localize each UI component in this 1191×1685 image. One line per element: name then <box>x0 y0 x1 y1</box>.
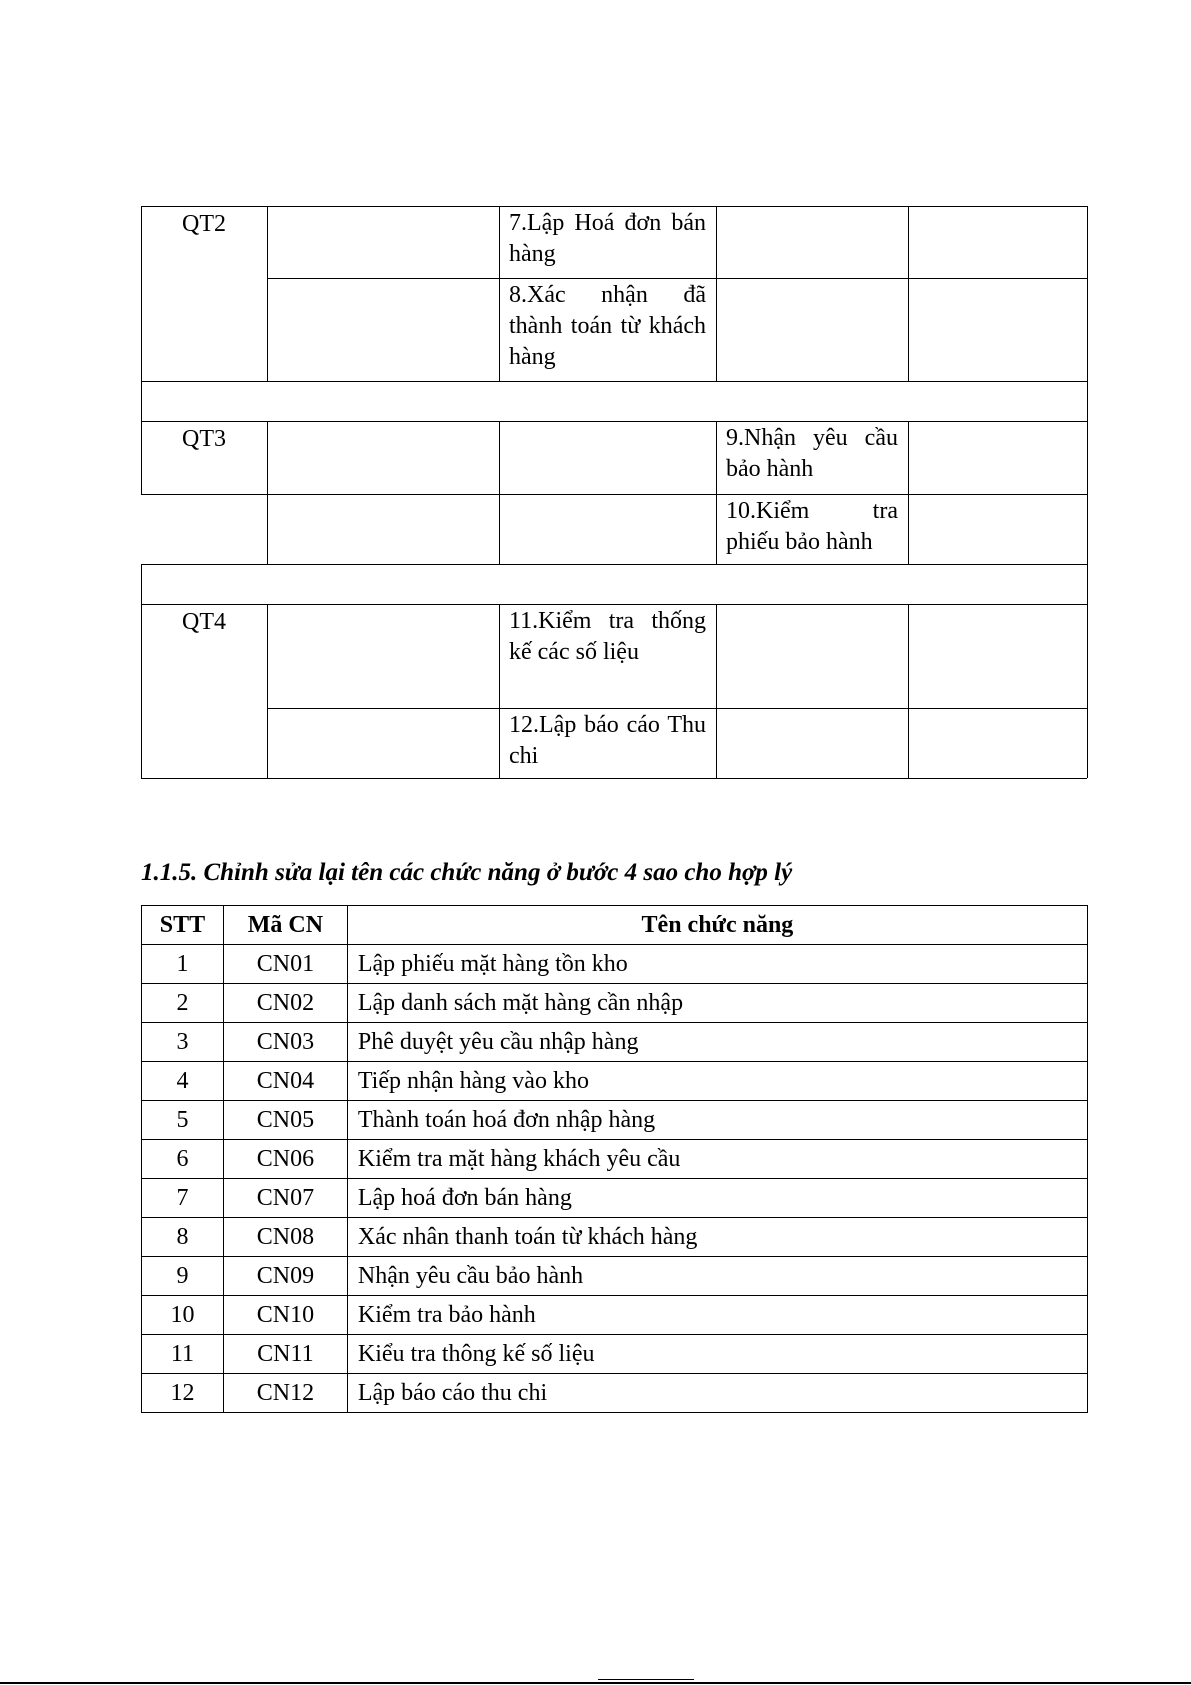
table-row <box>142 1296 1088 1335</box>
row-function-name: Nhận yêu cầu bảo hành <box>347 1257 1087 1296</box>
header-function-name: Tên chức năng <box>347 906 1087 945</box>
process-step: 10.Kiểm tra phiếu bảo hành <box>726 498 898 555</box>
process-step: 11.Kiểm tra thống kế các số liệu <box>509 608 706 665</box>
table-row <box>142 1335 1088 1374</box>
row-stt: 12 <box>142 1374 224 1413</box>
row-stt: 2 <box>142 984 224 1023</box>
row-code: CN05 <box>223 1101 347 1140</box>
header-code: Mã CN <box>223 906 347 945</box>
table-row <box>142 1257 1088 1296</box>
row-code: CN06 <box>223 1140 347 1179</box>
process-step: 12.Lập báo cáo Thu chi <box>509 712 706 769</box>
section-heading: 1.1.5. Chỉnh sửa lại tên các chức năng ở bước 4 sao cho hợp lý <box>141 859 793 886</box>
row-code: CN08 <box>223 1218 347 1257</box>
row-function-name: Xác nhân thanh toán từ khách hàng <box>347 1218 1087 1257</box>
row-stt: 4 <box>142 1062 224 1101</box>
process-step: 8.Xác nhận đã thành toán từ khách hàng <box>509 282 706 370</box>
row-stt: 10 <box>142 1296 224 1335</box>
function-table <box>141 905 1088 1413</box>
process-table <box>141 206 1087 778</box>
row-function-name: Kiểm tra bảo hành <box>347 1296 1087 1335</box>
row-code: CN03 <box>223 1023 347 1062</box>
row-function-name: Lập danh sách mặt hàng cần nhập <box>347 984 1087 1023</box>
table-row <box>142 1179 1088 1218</box>
table-row <box>142 1023 1088 1062</box>
row-code: CN11 <box>223 1335 347 1374</box>
row-function-name: Tiếp nhận hàng vào kho <box>347 1062 1087 1101</box>
row-stt: 3 <box>142 1023 224 1062</box>
row-stt: 9 <box>142 1257 224 1296</box>
row-function-name: Lập phiếu mặt hàng tồn kho <box>347 945 1087 984</box>
row-code: CN02 <box>223 984 347 1023</box>
table-row <box>142 1062 1088 1101</box>
row-code: CN12 <box>223 1374 347 1413</box>
process-step: 9.Nhận yêu cầu bảo hành <box>726 425 898 482</box>
row-stt: 5 <box>142 1101 224 1140</box>
row-stt: 11 <box>142 1335 224 1374</box>
row-function-name: Kiểm tra mặt hàng khách yêu cầu <box>347 1140 1087 1179</box>
table-row <box>142 1374 1088 1413</box>
qt-label: QT4 <box>182 609 226 635</box>
row-code: CN10 <box>223 1296 347 1335</box>
row-stt: 6 <box>142 1140 224 1179</box>
header-stt: STT <box>142 906 224 945</box>
table-row <box>142 945 1088 984</box>
footer-divider <box>0 1682 1191 1684</box>
table-header-row <box>142 906 1088 945</box>
row-code: CN01 <box>223 945 347 984</box>
row-code: CN07 <box>223 1179 347 1218</box>
row-code: CN04 <box>223 1062 347 1101</box>
table-row <box>142 984 1088 1023</box>
process-step: 7.Lập Hoá đơn bán hàng <box>509 210 706 267</box>
qt-label: QT2 <box>182 211 226 237</box>
qt-label: QT3 <box>182 426 226 452</box>
row-function-name: Thành toán hoá đơn nhập hàng <box>347 1101 1087 1140</box>
table-row <box>142 1101 1088 1140</box>
row-stt: 7 <box>142 1179 224 1218</box>
table-row <box>142 1140 1088 1179</box>
table-row <box>142 1218 1088 1257</box>
row-code: CN09 <box>223 1257 347 1296</box>
row-function-name: Kiểu tra thông kế số liệu <box>347 1335 1087 1374</box>
row-function-name: Lập hoá đơn bán hàng <box>347 1179 1087 1218</box>
row-stt: 8 <box>142 1218 224 1257</box>
row-stt: 1 <box>142 945 224 984</box>
row-function-name: Phê duyệt yêu cầu nhập hàng <box>347 1023 1087 1062</box>
row-function-name: Lập báo cáo thu chi <box>347 1374 1087 1413</box>
footer-divider-mark <box>598 1679 694 1680</box>
